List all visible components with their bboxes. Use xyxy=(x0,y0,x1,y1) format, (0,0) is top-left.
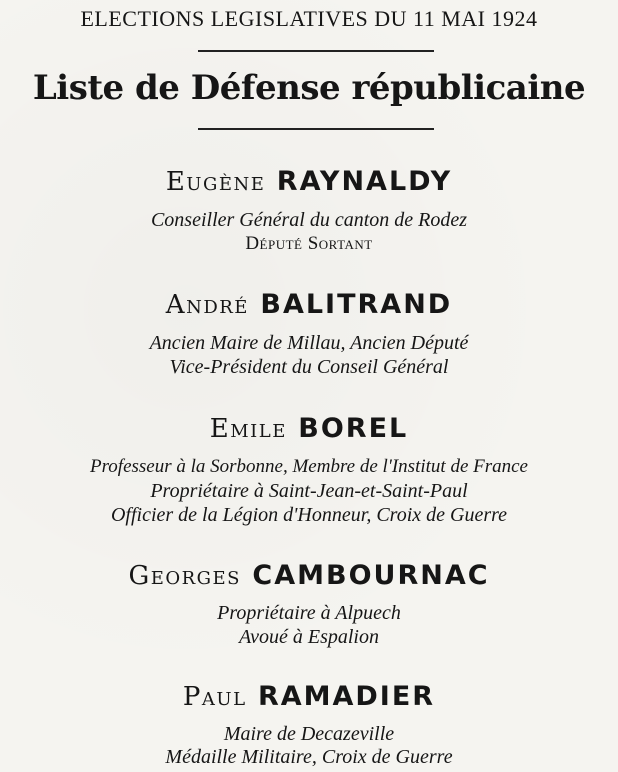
title-rule xyxy=(198,128,434,130)
candidate-first-name: Georges xyxy=(128,561,242,591)
candidate-name xyxy=(0,289,618,320)
candidate-name xyxy=(0,413,618,444)
candidate-last-name: BOREL xyxy=(298,413,409,444)
candidate-role: Vice-Président du Conseil Général xyxy=(169,356,449,378)
candidate-first-name: André xyxy=(165,290,249,320)
candidate-role: Député Sortant xyxy=(245,233,373,254)
candidate-name xyxy=(0,560,618,591)
candidate-role: Propriétaire à Alpuech xyxy=(217,602,401,624)
candidate-role: Médaille Militaire, Croix de Guerre xyxy=(165,746,453,768)
list-title: Liste de Défense républicaine xyxy=(32,68,586,108)
election-date-line: ELECTIONS LEGISLATIVES DU 11 MAI 1924 xyxy=(80,6,538,31)
candidate-role: Officier de la Légion d'Honneur, Croix de Guerre xyxy=(110,504,508,526)
candidate-first-name: Paul xyxy=(182,682,247,712)
candidate-role: Professeur à la Sorbonne, Membre de l'Institut de France xyxy=(90,456,528,477)
candidate-role: Conseiller Général du canton de Rodez xyxy=(150,209,468,231)
top-rule xyxy=(198,50,434,52)
candidate-role: Propriétaire à Saint-Jean-et-Saint-Paul xyxy=(150,480,468,502)
candidate-first-name: Eugène xyxy=(165,167,266,197)
candidate-role: Ancien Maire de Millau, Ancien Député xyxy=(149,332,469,354)
candidate-last-name: RAMADIER xyxy=(257,681,436,712)
candidate-name xyxy=(0,166,618,197)
candidate-role: Avoué à Espalion xyxy=(239,626,379,648)
candidate-first-name: Emile xyxy=(209,414,287,444)
candidate-name xyxy=(0,681,618,712)
candidate-last-name: RAYNALDY xyxy=(276,166,453,197)
candidate-role: Maire de Decazeville xyxy=(223,723,395,745)
candidate-last-name: BALITRAND xyxy=(260,289,453,320)
candidate-last-name: CAMBOURNAC xyxy=(252,560,490,591)
